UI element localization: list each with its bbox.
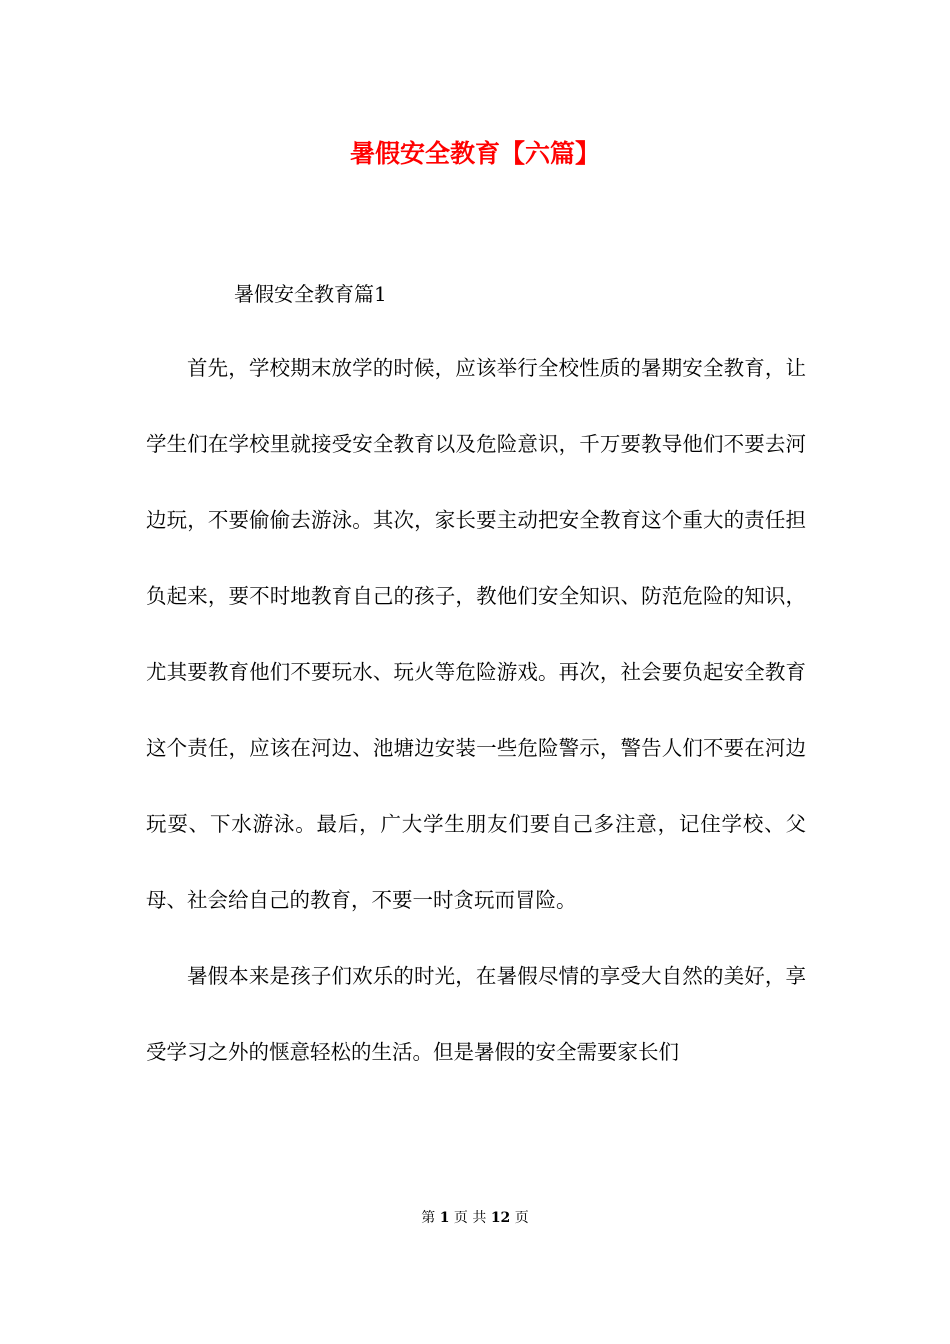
paragraph-2: 暑假本来是孩子们欢乐的时光，在暑假尽情的享受大自然的美好，享受学习之外的惬意轻松的生活。但是暑假的安全需要家长们 [146, 964, 806, 1064]
page-footer [0, 1206, 950, 1230]
footer-middle: 页 共 [453, 1210, 487, 1226]
section-heading: 暑假安全教育篇1 [234, 282, 387, 306]
paragraph-1: 首先，学校期末放学的时候，应该举行全校性质的暑期安全教育，让学生们在学校里就接受安全教育以及危险意识，千万要教导他们不要去河边玩，不要偷偷去游泳。其次，家长要主动把安全教育这个重大的责任担负起来，要不时地教育自己的孩子，教他们安全知识、防范危险的知识，尤其要教育他们不要玩水、玩火等危险游戏。再次，社会要负起安全教育这个责任，应该在河边、池塘边安装一些危险警示，警告人们不要在河边玩耍、下水游泳。最后，广大学生朋友们要自己多注意，记住学校、父母、社会给自己的教育，不要一时贪玩而冒险。 [146, 356, 806, 912]
document-title: 暑假安全教育【六篇】 [349, 139, 600, 168]
footer-current-page: 1 [439, 1210, 450, 1226]
body-text [146, 330, 806, 1090]
footer-prefix: 第 [421, 1210, 436, 1226]
footer-suffix: 页 [514, 1210, 529, 1226]
footer-total-pages: 12 [490, 1210, 511, 1226]
